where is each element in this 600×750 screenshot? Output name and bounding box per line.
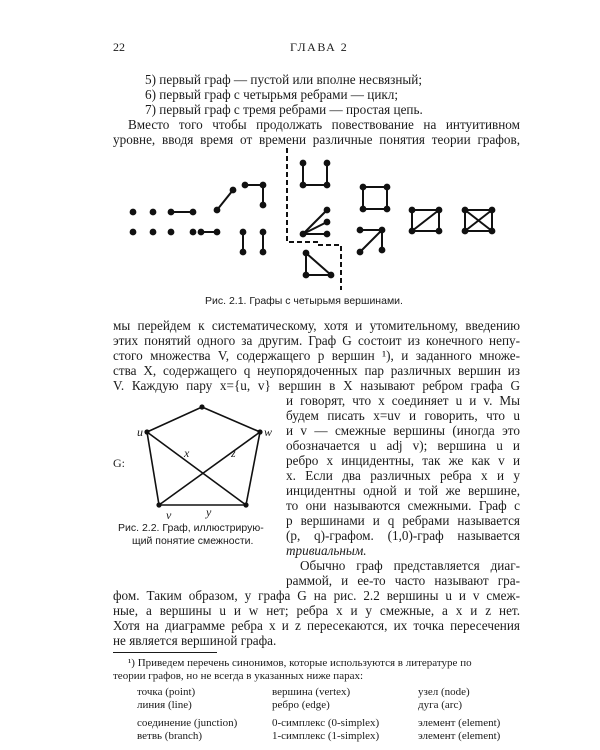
synonym-cell: линия (line)	[137, 699, 192, 711]
paragraph-line: уровне, вводя время от времени различные понятия теории графов,	[113, 132, 520, 147]
figure-caption: Рис. 2.1. Графы с четырьмя вершинами.	[205, 295, 403, 307]
paragraph-line: (p, q)-графом. (1,0)-граф называется	[286, 528, 520, 543]
paragraph-line: ребро x инцидентны, так же как v и	[286, 453, 520, 468]
list-item: 5) первый граф — пустой или вполне несвязный;	[145, 72, 422, 87]
paragraph-line: Хотя на диаграмме ребра x и z пересекаются, их точка пересечения	[113, 618, 520, 633]
paragraph-line: обозначается u adj v); вершина u и	[286, 438, 520, 453]
edge-label: x	[184, 446, 190, 460]
paragraph-line: x. Если два различных ребра x и y	[286, 468, 520, 483]
paragraph-line: то они называются смежными. Граф с	[286, 498, 520, 513]
synonym-cell: вершина (vertex)	[272, 686, 351, 698]
footnote-line: теории графов, но не всегда в указанных ниже парах:	[113, 670, 364, 682]
synonym-cell: соединение (junction)	[137, 717, 238, 729]
page-number: 22	[113, 40, 125, 54]
synonym-cell: элемент (element)	[418, 717, 501, 729]
paragraph-line: будем писать x=uv и говорить, что u	[286, 408, 520, 423]
paragraph-line: инцидентны одной и той же вершине,	[286, 483, 520, 498]
synonym-cell: ветвь (branch)	[137, 730, 203, 742]
vertex-label: u	[137, 425, 143, 439]
figure-caption: щий понятие смежности.	[132, 535, 254, 547]
vertex-label: w	[264, 425, 273, 439]
graph-label: G:	[113, 456, 125, 470]
synonym-cell: ребро (edge)	[272, 699, 330, 711]
list-item: 7) первый граф с тремя ребрами — простая цепь.	[145, 102, 423, 117]
paragraph-line: Вместо того чтобы продолжать повествование на интуитивном	[128, 117, 520, 132]
chapter-title: ГЛАВА 2	[290, 40, 349, 54]
synonym-cell: дуга (arc)	[418, 699, 462, 711]
paragraph-line: Обычно граф представляется диаг-	[300, 558, 520, 573]
footnote-rule	[113, 652, 217, 653]
paragraph-line: ства X, содержащего q неупорядоченных пар различных вершин из	[113, 363, 520, 378]
paragraph-line: мы перейдем к систематическому, хотя и утомительному, введению	[113, 318, 520, 333]
synonym-cell: 1-симплекс (1-simplex)	[272, 730, 380, 742]
paragraph-line: и v — смежные вершины (иногда это	[286, 423, 520, 438]
edge-label: y	[206, 505, 212, 519]
paragraph-line: раммой, и ее-то часто называют гра-	[286, 573, 520, 588]
vertex-label: v	[166, 508, 172, 522]
synonym-cell: точка (point)	[137, 686, 196, 698]
synonym-cell: 0-симплекс (0-simplex)	[272, 717, 380, 729]
paragraph-line: ные, а вершины u и w нет; ребра x и y смежные, а x и z нет.	[113, 603, 520, 618]
paragraph-line: тривиальным.	[286, 543, 367, 558]
figure-caption: Рис. 2.2. Граф, иллюстрирую-	[118, 522, 264, 534]
paragraph-line: фом. Таким образом, у графа G на рис. 2.2 вершины u и v смеж-	[113, 588, 520, 603]
paragraph-line: стого множества V, содержащего p вершин ¹), и заданного множе-	[113, 348, 520, 363]
synonym-cell: узел (node)	[418, 686, 470, 698]
paragraph-line: и говорят, что x соединяет u и v. Мы	[286, 393, 520, 408]
edge-label: z	[231, 446, 236, 460]
paragraph-line: этих понятий одного за другим. Граф G состоит из конечного непу-	[113, 333, 520, 348]
footnote-line: ¹) Приведем перечень синонимов, которые используются в литературе по	[128, 657, 472, 669]
paragraph-line: не является вершиной графа.	[113, 633, 277, 648]
synonym-cell: элемент (element)	[418, 730, 501, 742]
list-item: 6) первый граф с четырьмя ребрами — цикл;	[145, 87, 399, 102]
paragraph-line: p вершинами и q ребрами называется	[286, 513, 520, 528]
paragraph-line: V. Каждую пару x={u, v} вершин в X называют ребром графа G	[113, 378, 520, 393]
pentagon-outline	[147, 407, 260, 505]
